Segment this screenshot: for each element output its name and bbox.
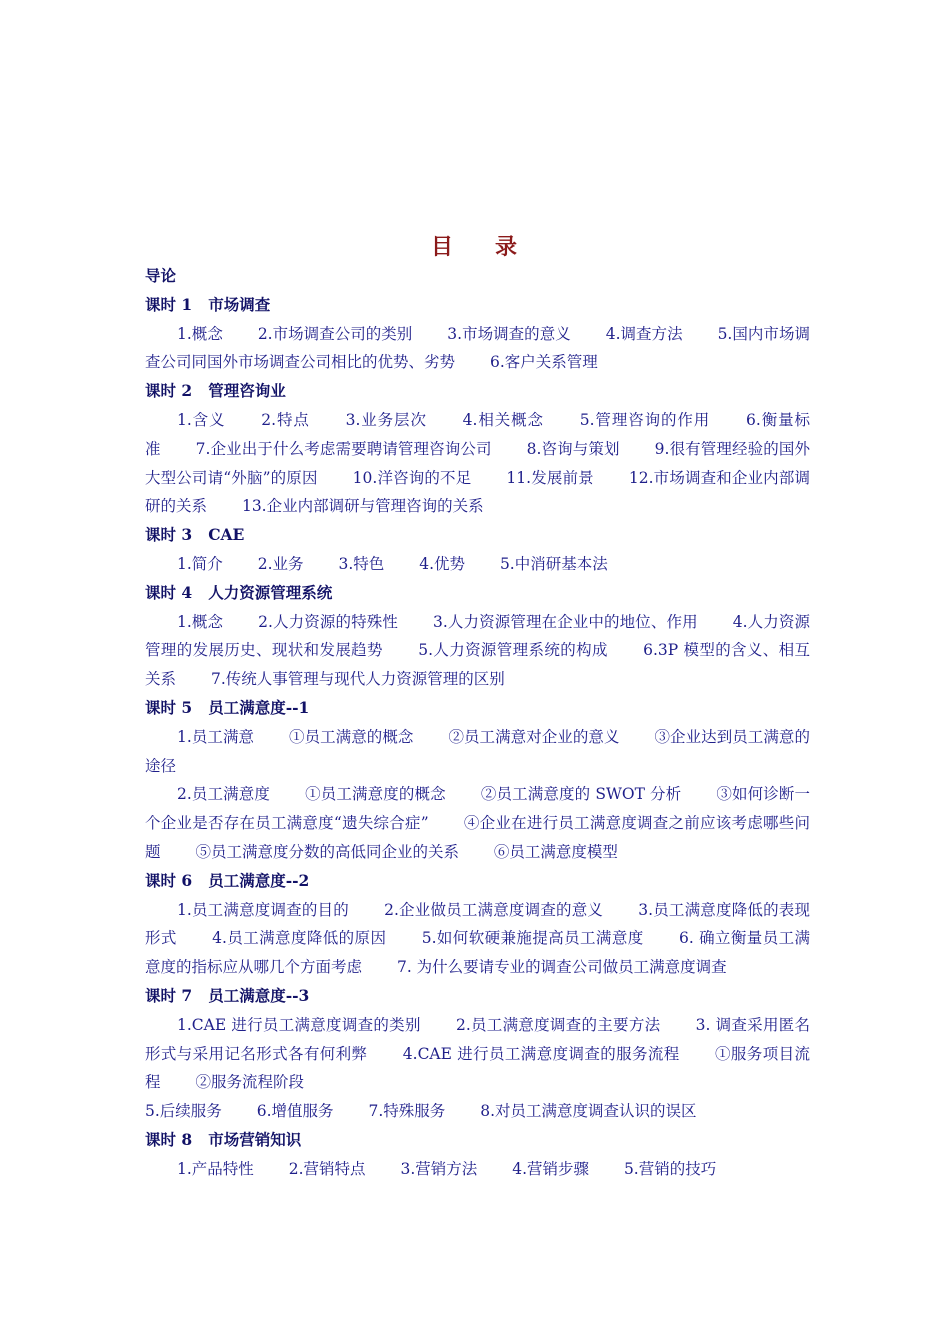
topic-item: 3.人力资源管理在企业中的地位、作用 [433,612,698,631]
lesson-heading [145,579,810,608]
topic-item: 13.企业内部调研与管理咨询的关系 [241,497,484,516]
topic-item: 8.咨询与策划 [526,439,620,458]
lesson-topics [145,1097,810,1126]
lesson-heading [145,982,810,1011]
topic-item: 6.客户关系管理 [489,353,598,372]
topic-item: ⑤员工满意度分数的高低同企业的关系 [195,842,459,861]
topic-item: 4.相关概念 [462,410,544,429]
lesson-name: 市场调查 [208,294,271,314]
lesson-number: 课时 6 [145,870,193,890]
topic-item: 8.对员工满意度调查认识的误区 [480,1102,697,1121]
topic-item: 7.特殊服务 [368,1102,446,1121]
topic-item: ①员工满意的概念 [289,727,414,746]
topic-item: 2.营销特点 [288,1159,366,1178]
topic-item: 1.CAE 进行员工满意度调查的类别 [177,1015,421,1034]
topic-item: ⑥员工满意度模型 [493,842,618,861]
topic-item: 3.员工满意度降低的表现形式 [145,900,810,948]
lesson-topics [145,780,810,866]
topic-item: ②员工满意对企业的意义 [448,727,620,746]
topic-item: 3.市场调查的意义 [447,324,571,343]
topic-item: 1.简介 [177,554,223,573]
lesson-name: CAE [208,525,245,545]
lesson-number: 课时 3 [145,525,193,545]
topic-item: 1.产品特性 [177,1159,254,1178]
topic-item: 7.传统人事管理与现代人力资源管理的区别 [210,670,505,689]
topic-item: ③企业达到员工满意的途径 [145,727,810,775]
topic-item: 4.优势 [419,554,465,573]
topic-item: 12.市场调查和企业内部调研的关系 [145,468,810,516]
lesson-topics [145,896,810,982]
topic-item: 5.营销的技巧 [623,1159,717,1178]
lesson-number: 课时 5 [145,697,193,717]
toc-title-char-1: 目 [430,234,455,260]
lesson-topics [145,550,810,579]
lesson-name: 员工满意度--1 [208,697,310,717]
lesson-topics [145,723,810,781]
topic-item: ③如何诊断一个企业是否存在员工满意度“遗失综合症” [145,785,810,833]
lesson-name: 市场营销知识 [208,1129,302,1149]
topic-item: 1.员工满意 [177,727,255,746]
topic-item: 2.人力资源的特殊性 [258,612,398,631]
topic-item: 2.特点 [261,410,310,429]
topic-item: 5.如何软硬兼施提高员工满意度 [421,929,644,948]
lesson-name: 员工满意度--2 [208,870,310,890]
topic-item: 1.含义 [177,410,226,429]
topic-item: 5.人力资源管理系统的构成 [418,641,608,660]
toc-content [145,262,810,1184]
topic-item: 5.管理咨询的作用 [579,410,711,429]
topic-item: ④企业在进行员工满意度调查之前应该考虑哪些问题 [145,814,810,861]
topic-item: 3.特色 [338,554,385,573]
topic-item: 2.市场调查公司的类别 [257,324,413,343]
topic-item: 2.员工满意度 [177,785,271,804]
topic-item: 1.概念 [177,612,224,631]
lesson-number: 课时 8 [145,1129,193,1149]
topic-item: 4.CAE 进行员工满意度调查的服务流程 [402,1044,680,1063]
lesson-topics [145,406,810,521]
topic-item: 6.3P 模型的含义、相互关系 [145,641,810,689]
lesson-topics [145,320,810,378]
toc-title-char-2: 录 [495,234,520,260]
lesson-name: 人力资源管理系统 [208,582,333,602]
topic-item: ①服务项目流程 [145,1044,810,1092]
lesson-heading [145,1126,810,1155]
topic-item: 11.发展前景 [506,468,594,487]
topic-item: 3. 调查采用匿名形式与采用记名形式各有何利弊 [145,1015,811,1063]
lesson-heading [145,694,810,723]
topic-item: 5.国内市场调查公司同国外市场调查公司相比的优势、劣势 [145,324,810,372]
topic-item: 1.员工满意度调查的目的 [177,900,349,919]
topic-item: 7.企业出于什么考虑需要聘请管理咨询公司 [195,439,492,458]
topic-item: 5.中消研基本法 [499,554,608,573]
topic-item: 6. 确立衡量员工满意度的指标应从哪几个方面考虑 [145,929,811,977]
lesson-name: 管理咨询业 [208,381,286,401]
topic-item: 4.调查方法 [605,324,683,343]
topic-item: 9.很有管理经验的国外大型公司请“外脑”的原因 [145,439,810,487]
topic-item: 2.业务 [257,554,304,573]
lesson-heading [145,377,810,406]
topic-item: 6.增值服务 [256,1102,334,1121]
lesson-topics [145,1155,810,1184]
topic-item: 4.营销步骤 [512,1159,589,1178]
topic-item: 4.人力资源管理的发展历史、现状和发展趋势 [145,612,810,660]
topic-item: ②员工满意度的 SWOT 分析 [480,785,682,804]
topic-item: ①员工满意度的概念 [305,785,446,804]
topic-item: 2.员工满意度调查的主要方法 [455,1015,661,1034]
topic-item: 1.概念 [177,324,223,343]
lesson-name: 员工满意度--3 [208,985,310,1005]
lesson-heading [145,521,810,550]
lesson-number: 课时 1 [145,294,193,314]
lesson-number: 课时 4 [145,582,193,602]
lesson-topics [145,608,810,694]
topic-item: 10.洋咨询的不足 [352,468,472,487]
topic-item: 7. 为什么要请专业的调查公司做员工满意度调查 [396,958,727,977]
lesson-topics [145,1011,810,1097]
lesson-number: 课时 7 [145,985,193,1005]
lesson-heading [145,867,810,896]
toc-title [0,230,950,261]
topic-item: 3.业务层次 [345,410,427,429]
lesson-number: 课时 2 [145,381,193,401]
intro-heading: 导论 [145,266,177,285]
topic-item: 6.衡量标准 [145,410,810,458]
topic-item: 3.营销方法 [400,1159,478,1178]
topic-item: ②服务流程阶段 [195,1073,304,1092]
lesson-heading [145,291,810,320]
topic-item: 2.企业做员工满意度调查的意义 [384,900,604,919]
topic-item: 5.后续服务 [145,1102,222,1121]
topic-item: 4.员工满意度降低的原因 [212,929,387,948]
